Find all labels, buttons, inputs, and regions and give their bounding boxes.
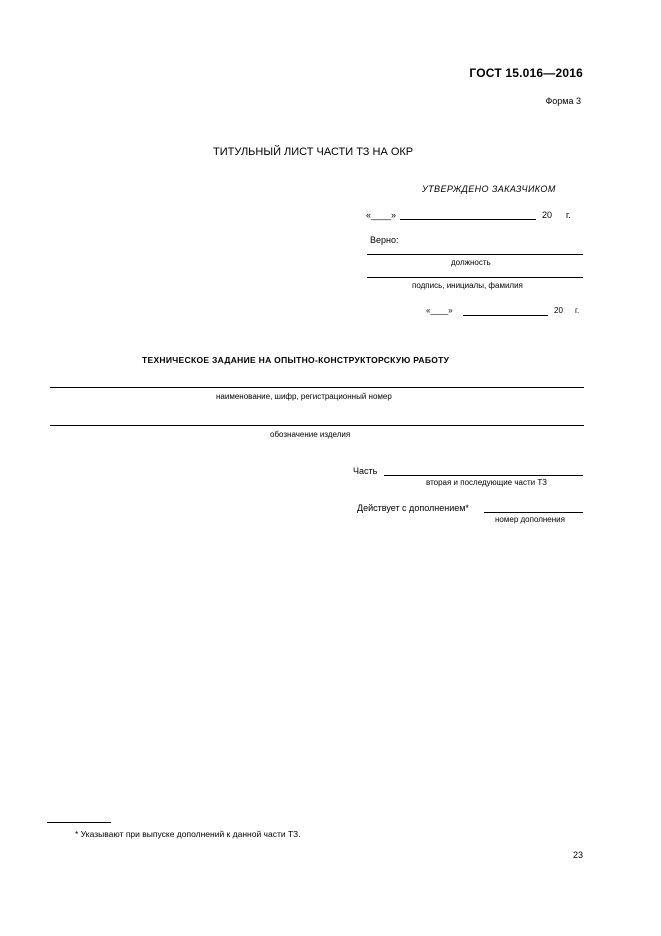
form-label: Форма 3 <box>545 96 581 106</box>
addendum-line <box>484 512 583 513</box>
position-line <box>367 254 583 255</box>
approval-heading: УТВЕРЖДЕНО ЗАКАЗЧИКОМ <box>422 184 556 194</box>
approval-month-line <box>400 219 536 220</box>
footnote: * Указывают при выпуске дополнений к данной части ТЗ. <box>75 829 301 839</box>
approval-date-suffix: г. <box>566 210 571 220</box>
page-title: ТИТУЛЬНЫЙ ЛИСТ ЧАСТИ ТЗ НА ОКР <box>213 146 414 158</box>
part-label: Часть <box>353 466 378 476</box>
name-caption: наименование, шифр, регистрационный номер <box>216 392 392 401</box>
second-date-quote: «____» <box>426 306 453 315</box>
approval-date-quote: «____» <box>366 210 397 220</box>
position-caption: должность <box>451 258 491 267</box>
addendum-label: Действует с дополнением* <box>357 503 469 513</box>
part-line <box>384 475 583 476</box>
second-month-line <box>463 315 548 316</box>
standard-number: ГОСТ 15.016—2016 <box>469 66 583 80</box>
verified-label: Верно: <box>370 235 399 245</box>
page-number: 23 <box>572 850 583 860</box>
addendum-caption: номер дополнения <box>495 515 565 524</box>
product-line <box>50 425 584 426</box>
footnote-rule <box>47 822 111 823</box>
approval-date-year: 20 <box>542 210 553 220</box>
second-date-year: 20 <box>554 306 563 315</box>
product-caption: обозначение изделия <box>270 430 351 439</box>
signature-caption: подпись, инициалы, фамилия <box>412 281 523 290</box>
document-title: ТЕХНИЧЕСКОЕ ЗАДАНИЕ НА ОПЫТНО-КОНСТРУКТОРСКУЮ РАБОТУ <box>142 355 450 365</box>
signature-line <box>367 277 583 278</box>
second-date-suffix: г. <box>575 306 580 315</box>
name-line <box>50 387 584 388</box>
part-caption: вторая и последующие части ТЗ <box>426 478 547 487</box>
